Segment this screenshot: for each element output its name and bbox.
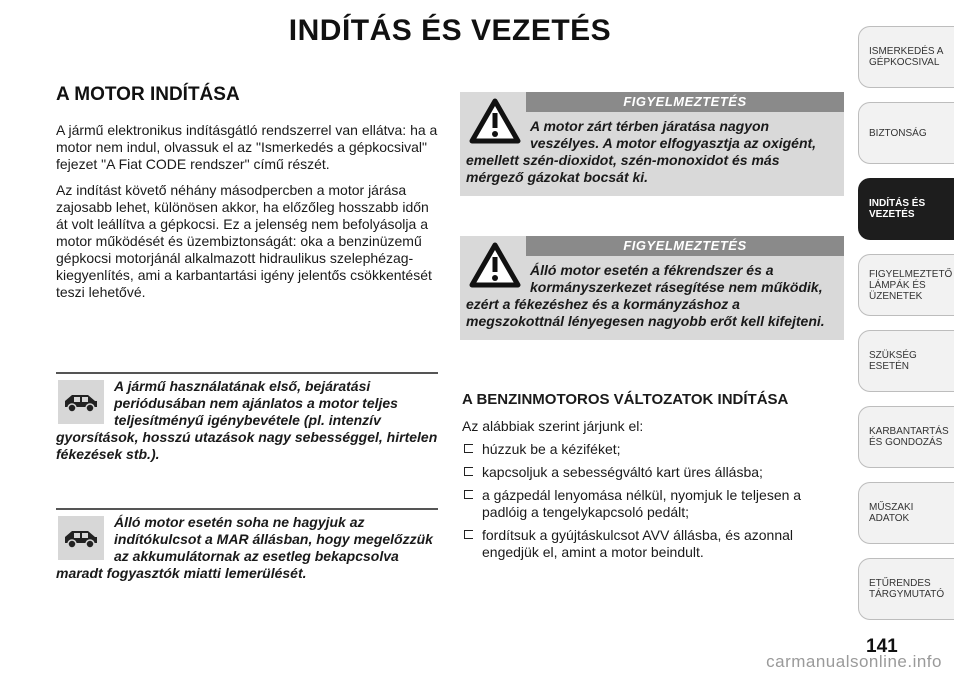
bullet-icon [464, 467, 473, 476]
page-title: INDÍTÁS ÉS VEZETÉS [288, 14, 612, 47]
chapter-sidebar [858, 0, 960, 678]
tab-biztonsag[interactable]: BIZTONSÁG [858, 102, 954, 164]
note-text: A jármű használatának első, bejáratási periódusában nem ajánlatos a motor teljes teljesítményű igénybevétele (pl. intenzív gyorsítások, hosszú utazások nagy sebességgel, hirtelen fékezések stb.). [56, 378, 438, 462]
watermark: carmanualsonline.info [766, 652, 942, 671]
note-box [56, 372, 438, 463]
car-note-icon [58, 380, 104, 424]
car-note-icon [58, 516, 104, 560]
bullet-icon [464, 444, 473, 453]
warning-box [460, 236, 844, 340]
list-item [462, 441, 842, 458]
step-text: a gázpedál lenyomása nélkül, nyomjuk le teljesen a padlóig a tengelykapcsoló pedált; [482, 487, 802, 520]
paragraph: Az indítást követő néhány másodpercben a motor járása zajosabb lehet, különösen akkor, ha előzőleg hosszabb időn át volt leállítva a gépkocsi. Ez a jelenség nem befolyásolja a motor működését és üzembiztonságát: oka a benzinüzemű gépkocsi motorjánál alkalmazott hidraulikus szelephézag-kiegyenlítés, ami a karbantartási igény jelentős csökkentését teszi lehetővé. [56, 182, 432, 300]
step-text: húzzuk be a kéziféket; [482, 441, 621, 457]
step-list [462, 441, 842, 561]
tab-inditas-es-vezetes[interactable]: INDÍTÁS ÉS VEZETÉS [858, 178, 954, 240]
list-item [462, 464, 842, 481]
section-title: A MOTOR INDÍTÁSA [56, 84, 240, 105]
note-text: Álló motor esetén soha ne hagyjuk az indítókulcsot a MAR állásban, hogy megelőzzük az akkumulátornak az esetleg bekapcsolva maradt fogyasztók miatti lemerülését. [56, 514, 433, 581]
list-item [462, 487, 842, 521]
tab-szukseg-eseten[interactable]: SZÜKSÉG ESETÉN [858, 330, 954, 392]
warning-text: A motor zárt térben járatása nagyon veszélyes. A motor elfogyasztja az oxigént, emellett szén-dioxidot, szén-monoxidot és más mérgező gázokat bocsát ki. [466, 118, 817, 185]
bullet-icon [464, 490, 473, 499]
warning-label: FIGYELMEZTETÉS [526, 92, 844, 112]
sub-title: A BENZINMOTOROS VÁLTOZATOK INDÍTÁSA [462, 391, 789, 408]
tab-ismerkedes[interactable]: ISMERKEDÉS A GÉPKOCSIVAL [858, 26, 954, 88]
list-item [462, 527, 842, 561]
note-box [56, 508, 438, 582]
left-column [56, 84, 442, 310]
warning-box [460, 92, 844, 196]
warning-label: FIGYELMEZTETÉS [526, 236, 844, 256]
tab-targymutato[interactable]: ETŰRENDES TÁRGYMUTATÓ [858, 558, 954, 620]
tab-muszaki-adatok[interactable]: MŰSZAKI ADATOK [858, 482, 954, 544]
step-text: kapcsoljuk a sebességváltó kart üres állásba; [482, 464, 763, 480]
page-number: 141 [866, 636, 898, 657]
right-column [462, 392, 842, 567]
warning-text: Álló motor esetén a fékrendszer és a kormányszerkezet rásegítése nem működik, ezért a fékezéshez és a kormányzáshoz a megszokottnál lényegesen nagyobb erőt kell kifejteni. [466, 262, 825, 329]
intro-text: Az alábbiak szerint járjunk el: [462, 418, 644, 434]
bullet-icon [464, 530, 473, 539]
warning-triangle-icon [468, 238, 522, 288]
tab-karbantartas[interactable]: KARBANTARTÁS ÉS GONDOZÁS [858, 406, 954, 468]
step-text: fordítsuk a gyújtáskulcsot AVV állásba, és azonnal engedjük el, amint a motor beindult. [482, 527, 794, 560]
warning-triangle-icon [468, 94, 522, 144]
paragraph: A jármű elektronikus indításgátló rendszerrel van ellátva: ha a motor nem indul, olvassuk el az "Ismerkedés a gépkocsival" fejezet "A Fiat CODE rendszer" című részét. [56, 122, 438, 172]
tab-figyelmezteto-lampak[interactable]: FIGYELMEZTETŐ LÁMPÁK ÉS ÜZENETEK [858, 254, 954, 316]
